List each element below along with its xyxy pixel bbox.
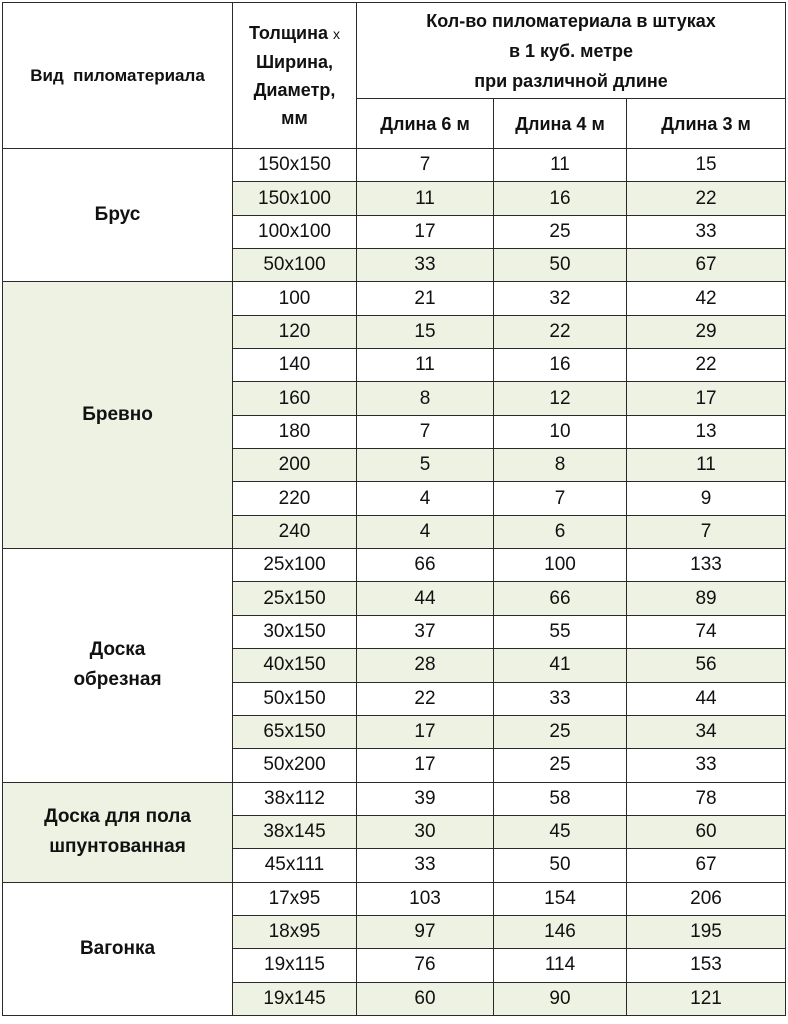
length-6-cell: 7 (357, 415, 494, 448)
length-3-cell: 13 (627, 415, 786, 448)
size-cell: 38х112 (233, 782, 357, 815)
length-3-cell: 44 (627, 682, 786, 715)
length-4-cell: 11 (494, 149, 627, 182)
lumber-kind (3, 882, 233, 1015)
length-6-cell: 97 (357, 915, 494, 948)
table-row (3, 149, 786, 182)
lumber-kind-line: Брус (94, 204, 141, 226)
size-cell: 100 (233, 282, 357, 315)
length-4-cell: 100 (494, 549, 627, 582)
length-4-cell: 45 (494, 815, 627, 848)
size-cell: 19х145 (233, 982, 357, 1015)
length-3-cell: 67 (627, 249, 786, 282)
length-6-cell: 15 (357, 315, 494, 348)
length-4-cell: 66 (494, 582, 627, 615)
lumber-kind (3, 782, 233, 882)
lumber-kind-line: Доска (89, 639, 146, 661)
length-6-cell: 17 (357, 715, 494, 748)
length-3-cell: 22 (627, 349, 786, 382)
lumber-kind (3, 549, 233, 782)
length-4-cell: 146 (494, 915, 627, 948)
lumber-group (3, 549, 786, 782)
length-3-cell: 195 (627, 915, 786, 948)
table-header (3, 3, 786, 149)
header-count-line1: Кол-во пиломатериала в штуках (426, 10, 716, 31)
length-4-cell: 154 (494, 882, 627, 915)
size-cell: 200 (233, 449, 357, 482)
size-cell: 30х150 (233, 615, 357, 648)
header-size-line1: Толщина (249, 23, 328, 43)
lumber-group (3, 282, 786, 549)
length-4-cell: 32 (494, 282, 627, 315)
length-4-cell: 33 (494, 682, 627, 715)
length-4-cell: 114 (494, 949, 627, 982)
table-row (3, 282, 786, 315)
lumber-kind-line: шпунтованная (49, 836, 186, 858)
length-3-cell: 33 (627, 749, 786, 782)
header-length-3: Длина 3 м (627, 99, 786, 149)
length-4-cell: 90 (494, 982, 627, 1015)
length-4-cell: 25 (494, 715, 627, 748)
lumber-group (3, 882, 786, 1015)
size-cell: 65х150 (233, 715, 357, 748)
size-cell: 160 (233, 382, 357, 415)
length-6-cell: 44 (357, 582, 494, 615)
length-4-cell: 55 (494, 615, 627, 648)
length-6-cell: 39 (357, 782, 494, 815)
length-6-cell: 33 (357, 849, 494, 882)
length-4-cell: 50 (494, 849, 627, 882)
length-3-cell: 121 (627, 982, 786, 1015)
header-count-line2: в 1 куб. метре (508, 40, 634, 61)
size-cell: 150х100 (233, 182, 357, 215)
length-3-cell: 22 (627, 182, 786, 215)
size-cell: 19х115 (233, 949, 357, 982)
length-3-cell: 29 (627, 315, 786, 348)
header-kind (3, 3, 233, 149)
length-3-cell: 34 (627, 715, 786, 748)
length-3-cell: 89 (627, 582, 786, 615)
length-3-cell: 15 (627, 149, 786, 182)
size-cell: 100х100 (233, 215, 357, 248)
length-3-cell: 7 (627, 515, 786, 548)
header-kind-label: Вид пиломатериала (30, 65, 205, 85)
table-row (3, 782, 786, 815)
lumber-group (3, 782, 786, 882)
length-6-cell: 17 (357, 749, 494, 782)
length-6-cell: 28 (357, 649, 494, 682)
length-6-cell: 30 (357, 815, 494, 848)
header-size-line4: мм (281, 108, 308, 128)
length-6-cell: 60 (357, 982, 494, 1015)
lumber-kind-line: Доска для пола (44, 806, 191, 828)
length-6-cell: 7 (357, 149, 494, 182)
length-3-cell: 33 (627, 215, 786, 248)
lumber-table (2, 2, 786, 1016)
length-6-cell: 5 (357, 449, 494, 482)
length-4-cell: 8 (494, 449, 627, 482)
length-6-cell: 17 (357, 215, 494, 248)
table-row (3, 882, 786, 915)
size-cell: 50х100 (233, 249, 357, 282)
header-size-line2: Ширина, (255, 52, 334, 72)
size-cell: 50х200 (233, 749, 357, 782)
length-3-cell: 56 (627, 649, 786, 682)
length-4-cell: 10 (494, 415, 627, 448)
length-3-cell: 78 (627, 782, 786, 815)
length-6-cell: 4 (357, 515, 494, 548)
length-4-cell: 22 (494, 315, 627, 348)
size-cell: 25х100 (233, 549, 357, 582)
length-4-cell: 7 (494, 482, 627, 515)
length-4-cell: 58 (494, 782, 627, 815)
size-cell: 45х111 (233, 849, 357, 882)
header-size-line3: Диаметр, (253, 80, 336, 100)
length-3-cell: 42 (627, 282, 786, 315)
size-cell: 50х150 (233, 682, 357, 715)
length-6-cell: 11 (357, 349, 494, 382)
size-cell: 120 (233, 315, 357, 348)
length-6-cell: 103 (357, 882, 494, 915)
length-4-cell: 41 (494, 649, 627, 682)
header-size (233, 3, 357, 149)
size-cell: 220 (233, 482, 357, 515)
length-6-cell: 66 (357, 549, 494, 582)
length-6-cell: 11 (357, 182, 494, 215)
length-4-cell: 16 (494, 349, 627, 382)
length-3-cell: 133 (627, 549, 786, 582)
header-count (357, 3, 786, 99)
lumber-kind-line: обрезная (73, 669, 162, 691)
size-cell: 18х95 (233, 915, 357, 948)
size-cell: 140 (233, 349, 357, 382)
lumber-kind (3, 282, 233, 549)
length-3-cell: 67 (627, 849, 786, 882)
length-3-cell: 74 (627, 615, 786, 648)
size-cell: 40х150 (233, 649, 357, 682)
header-count-line3: при различной длине (474, 70, 668, 91)
length-4-cell: 16 (494, 182, 627, 215)
table-row (3, 549, 786, 582)
length-6-cell: 33 (357, 249, 494, 282)
length-3-cell: 17 (627, 382, 786, 415)
size-cell: 240 (233, 515, 357, 548)
length-3-cell: 9 (627, 482, 786, 515)
size-cell: 25х150 (233, 582, 357, 615)
length-3-cell: 206 (627, 882, 786, 915)
length-3-cell: 153 (627, 949, 786, 982)
size-cell: 38х145 (233, 815, 357, 848)
lumber-group (3, 149, 786, 282)
length-6-cell: 21 (357, 282, 494, 315)
size-cell: 180 (233, 415, 357, 448)
length-6-cell: 22 (357, 682, 494, 715)
header-length-4: Длина 4 м (494, 99, 627, 149)
length-6-cell: 8 (357, 382, 494, 415)
header-size-x: х (333, 26, 340, 42)
length-3-cell: 11 (627, 449, 786, 482)
lumber-kind-line: Вагонка (79, 937, 156, 959)
size-cell: 17х95 (233, 882, 357, 915)
length-6-cell: 4 (357, 482, 494, 515)
lumber-kind-line: Бревно (82, 404, 153, 426)
header-length-6: Длина 6 м (357, 99, 494, 149)
length-4-cell: 6 (494, 515, 627, 548)
lumber-kind (3, 149, 233, 282)
length-4-cell: 12 (494, 382, 627, 415)
length-6-cell: 76 (357, 949, 494, 982)
length-4-cell: 25 (494, 215, 627, 248)
length-6-cell: 37 (357, 615, 494, 648)
length-3-cell: 60 (627, 815, 786, 848)
length-4-cell: 25 (494, 749, 627, 782)
length-4-cell: 50 (494, 249, 627, 282)
size-cell: 150х150 (233, 149, 357, 182)
